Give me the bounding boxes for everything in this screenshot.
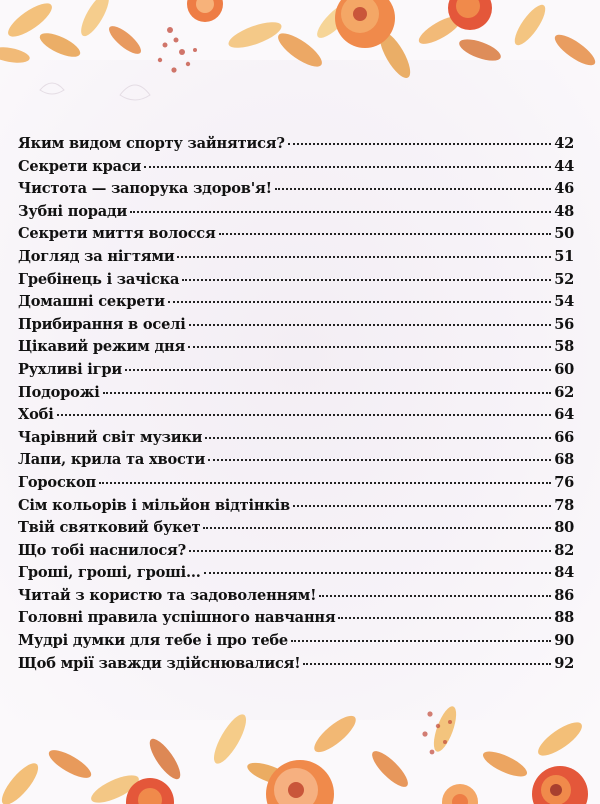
toc-entry-title: Яким видом спорту зайнятися? [18,135,285,152]
dot-leader [130,211,551,213]
dot-leader [182,279,551,281]
dot-leader [189,324,552,326]
toc-entry-title: Догляд за нігтями [18,247,175,265]
toc-entry-page: 76 [554,473,574,491]
toc-entry [18,562,574,585]
toc-entry-page: 58 [554,338,574,356]
toc-entry [18,223,574,246]
toc-entry-title: Хобі [18,406,54,424]
toc-entry [18,495,574,518]
toc-entry-page: 46 [554,180,574,198]
toc-entry-page: 88 [554,609,574,627]
toc-entry [18,269,574,292]
toc-entry [18,427,574,450]
toc-entry [18,359,574,382]
toc-entry [18,404,574,427]
dot-leader [204,572,552,574]
toc-entry [18,517,574,540]
toc-entry [18,382,574,405]
dot-leader [203,527,551,529]
dot-leader [177,256,551,258]
leaf-cluster-top-left [0,0,145,65]
toc-entry-title: Твій святковий букет [18,519,201,537]
dot-leader [219,233,552,235]
flower-bottom-4 [442,784,478,804]
toc-entry-page: 80 [554,519,574,537]
toc-entry-title: Щоб мрії завжди здійснювалися! [18,654,301,672]
toc-entry-title: Секрети миття волосся [18,225,216,243]
toc-entry-page: 68 [554,451,574,469]
dot-leader [291,640,551,642]
dot-leader [168,301,551,303]
dot-leader [125,369,551,371]
dot-leader [338,617,551,619]
toc-entry-page: 66 [554,428,574,446]
faint-sketch-top [40,83,150,100]
toc-entry [18,540,574,563]
toc-entry-title: Що тобі наснилося? [18,541,186,559]
toc-entry [18,653,574,676]
toc-entry-title: Гороскоп [18,473,96,491]
toc-entry-title: Зубні поради [18,202,128,220]
toc-entry [18,449,574,472]
toc-entry [18,472,574,495]
toc-entry-title: Домашні секрети [18,293,165,311]
toc-entry [18,156,574,179]
toc-entry-title: Цікавий режим дня [18,338,186,356]
dot-leader [275,188,552,190]
toc-entry-title: Лапи, крила та хвости [18,451,206,469]
dot-leader [189,550,551,552]
toc-entry-page: 82 [554,541,574,559]
toc-entry-title: Секрети краси [18,157,142,175]
dot-leader [208,459,551,461]
toc-entry-page: 52 [554,270,574,288]
toc-entry-page: 92 [554,654,574,672]
toc-entry-title: Подорожі [18,383,100,401]
toc-entry-page: 62 [554,383,574,401]
toc-entry-title: Сім кольорів і мільйон відтінків [18,496,290,514]
dot-leader [188,346,551,348]
toc-entry-title: Гребінець і зачіска [18,270,180,288]
toc-entry-page: 86 [554,586,574,604]
leaf-cluster-top-center [226,0,600,82]
flower-top-3 [187,0,223,22]
toc-entry-title: Рухливі ігри [18,360,123,378]
toc-entry [18,314,574,337]
toc-entry-title: Гроші, гроші, гроші... [18,564,201,582]
toc-entry [18,291,574,314]
dot-leader [57,414,552,416]
toc-entry-page: 78 [554,496,574,514]
toc-entry [18,585,574,608]
table-of-contents [18,133,574,675]
toc-entry-page: 90 [554,632,574,650]
toc-entry-page: 51 [554,247,574,265]
toc-entry-page: 44 [554,157,574,175]
toc-entry-title: Чистота — запорука здоров'я! [18,180,272,198]
toc-entry [18,630,574,653]
dot-leader [144,166,551,168]
toc-entry [18,178,574,201]
dot-leader [288,143,552,145]
dot-leader [103,392,552,394]
dot-leader [319,595,551,597]
toc-entry-page: 64 [554,406,574,424]
floral-border-top [0,0,600,110]
toc-entry [18,336,574,359]
toc-entry-page: 56 [554,315,574,333]
toc-entry-title: Головні правила успішного навчання [18,609,336,627]
flower-bottom-1 [266,760,334,804]
toc-entry [18,133,574,156]
dot-leader [303,663,551,665]
toc-entry-title: Чарівний світ музики [18,428,203,446]
flower-bottom-3 [532,766,588,804]
toc-entry-page: 60 [554,360,574,378]
toc-entry [18,607,574,630]
dot-leader [293,505,551,507]
toc-entry-page: 84 [554,564,574,582]
toc-entry-title: Мудрі думки для тебе і про тебе [18,632,289,650]
toc-entry-title: Прибирання в оселі [18,315,186,333]
toc-entry-page: 48 [554,202,574,220]
toc-entry-page: 54 [554,293,574,311]
dot-leader [205,437,551,439]
toc-entry-page: 50 [554,225,574,243]
toc-entry-page: 42 [554,135,574,152]
floral-border-bottom [0,694,600,804]
berry-sprig-top [158,27,197,73]
toc-entry [18,201,574,224]
dot-leader [99,482,551,484]
toc-entry [18,246,574,269]
toc-entry-title: Читай з користю та задоволенням! [18,586,317,604]
